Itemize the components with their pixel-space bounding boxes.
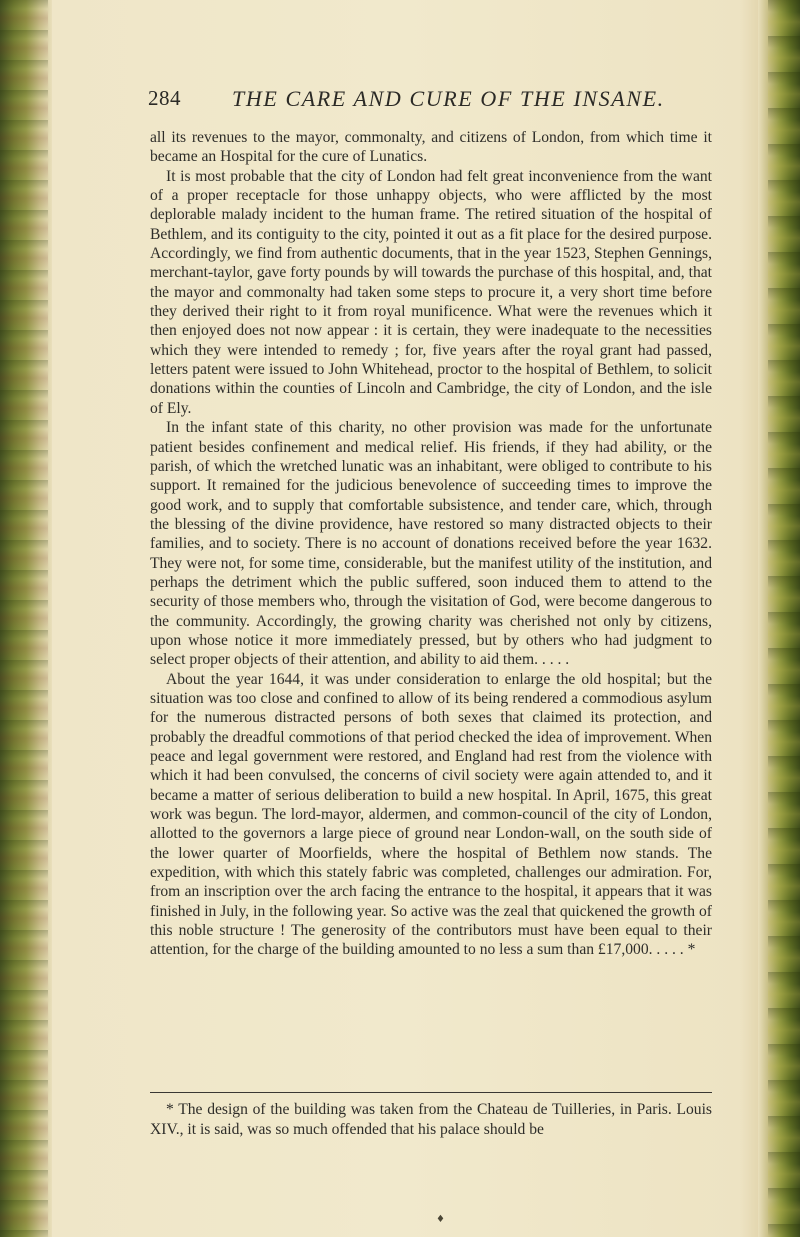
left-edge-stain bbox=[0, 0, 48, 1237]
paragraph: About the year 1644, it was under consideration to enlarge the old hospital; but the situation was too close and confined to allow of its being rendered a commodious asylum for the numerous distracted persons of both sexes that claimed its protection, and probably the dreadful commotions of that period checked the idea of improvement. When peace and legal government were restored, and England had rest from the violence with which it had been convulsed, the concerns of civil society were again attended to, and it became a matter of serious deliberation to build a new hospital. In April, 1675, this great work was begun. The lord-mayor, aldermen, and common-council of the city of London, allotted to the governors a large piece of ground near London-wall, on the south side of the lower quarter of Moorfields, where the hospital of Bethlem now stands. The expedition, with which this stately fabric was completed, challenges our admiration. For, from an inscription over the arch facing the entrance to the hospital, it appears that it was finished in July, in the following year. So active was the zeal that quickened the growth of this noble structure ! The generosity of the contributors must have been equal to their attention, for the charge of the building amounted to no less a sum than £17,000. . . . . * bbox=[150, 670, 712, 959]
footnote bbox=[150, 1100, 712, 1140]
ink-fleck-decoration: ♦ bbox=[436, 1214, 445, 1225]
paragraph: In the infant state of this charity, no other provision was made for the unfortunate patient besides confinement and medical relief. His friends, if they had ability, or the parish, of which the wretched lunatic was an inhabitant, were obliged to contribute to his support. It remained for the judicious benevolence of succeeding times to improve the good work, and to supply that comfortable subsistence, and tender care, which, through the blessing of the divine providence, have restored so many distracted objects to their families, and to society. There is no account of donations received before the year 1632. They were not, for some time, considerable, but the manifest utility of the institution, and perhaps the detriment which the public suffered, soon induced them to attend to the security of those members who, through the visitation of God, were become dangerous to the community. Accordingly, the growing charity was cherished not only by citizens, upon whose notice it more immediately pressed, but by others who had judgment to select proper objects of their attention, and ability to aid them. . . . . bbox=[150, 419, 712, 669]
footnote-rule bbox=[150, 1092, 712, 1093]
footnote-text: * The design of the building was taken from the Chateau de Tuilleries, in Paris. Louis XIV., it is said, was so much offended that his palace should be bbox=[150, 1101, 712, 1138]
paragraph: It is most probable that the city of London had felt great inconvenience from the want of a proper receptacle for those unhappy objects, who were afflicted by the most deplorable malady incident to the human frame. The retired situation of the hospital of Bethlem, and its contiguity to the city, pointed it out as a fit place for the desired purpose. Accordingly, we find from authentic documents, that in the year 1523, Stephen Gennings, merchant-taylor, gave forty pounds by will towards the purchase of this hospital, and, that the mayor and commonalty had taken some steps to procure it, a very short time before they derived their right to it from royal munificence. What were the revenues which it then enjoyed does not now appear : it is certain, they were inadequate to the necessities which they were intended to remedy ; for, five years after the royal grant had passed, letters patent were issued to John Whitehead, proctor to the hospital of Bethlem, to solicit donations within the counties of Lincoln and Cambridge, the city of London, and the isle of Ely. bbox=[150, 167, 712, 417]
running-head: THE CARE AND CURE OF THE INSANE. bbox=[232, 86, 665, 111]
page-header bbox=[148, 86, 708, 114]
right-edge-stain bbox=[768, 0, 800, 1237]
paragraph-continuation: all its revenues to the mayor, commonalty, and citizens of London, from which time it became an Hospital for the cure of Lunatics. bbox=[150, 129, 712, 166]
body-text bbox=[150, 128, 712, 960]
page-number: 284 bbox=[148, 86, 181, 110]
